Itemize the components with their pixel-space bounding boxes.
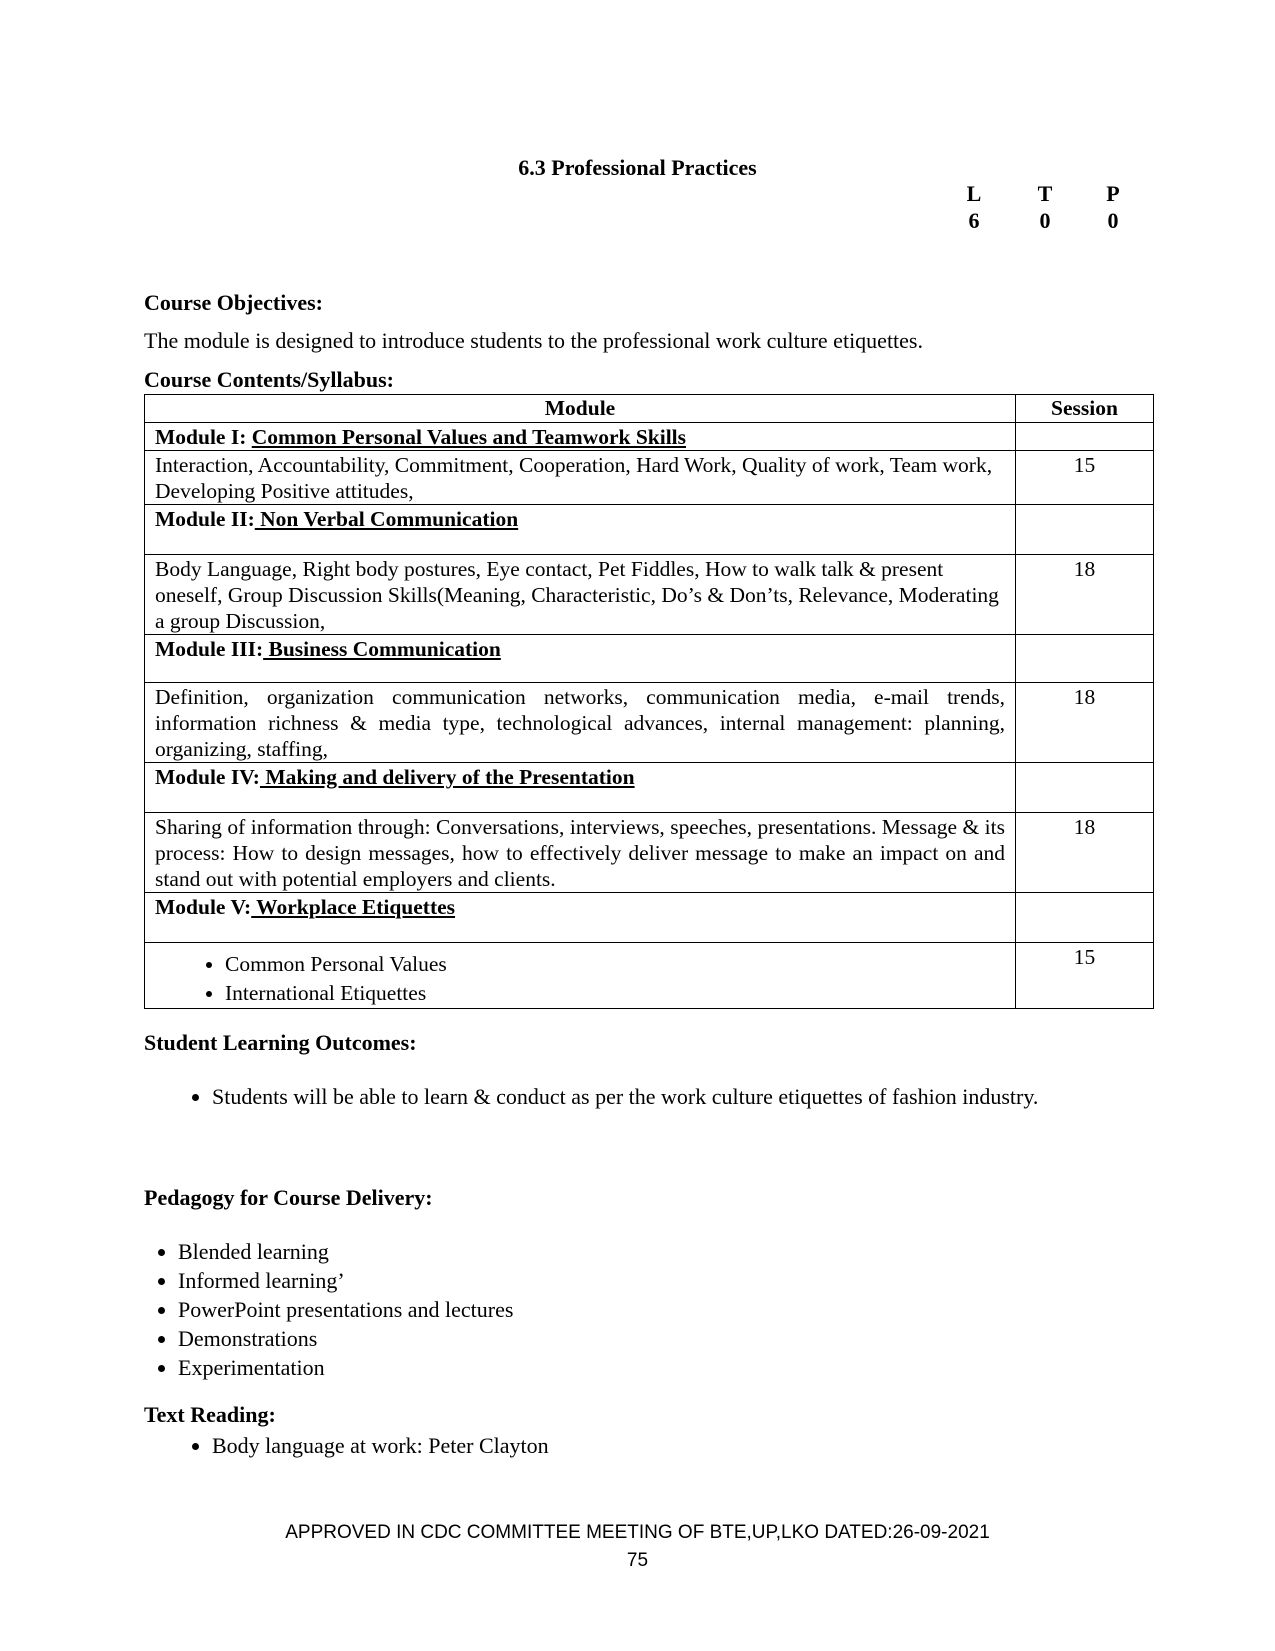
list-item: • Experimentation <box>178 1353 513 1382</box>
list-item: • Common Personal Values <box>225 950 1005 979</box>
list-item: • Demonstrations <box>178 1324 513 1353</box>
syllabus-header-row <box>145 395 1154 423</box>
empty-session-cell <box>1016 505 1154 555</box>
module-content: Interaction, Accountability, Commitment, Cooperation, Hard Work, Quality of work, Team work, Developing Positive attitudes, <box>145 451 1016 505</box>
module-heading-row <box>145 893 1154 943</box>
pedagogy-list <box>142 1237 513 1382</box>
empty-session-cell <box>1016 635 1154 683</box>
module-item-list <box>155 950 1005 1008</box>
module-name: Workplace Etiquettes <box>251 895 456 919</box>
module-name: Making and delivery of the Presentation <box>259 765 635 789</box>
approval-footer: APPROVED IN CDC COMMITTEE MEETING OF BTE,UP,LKO DATED:26-09-2021 <box>285 1522 990 1543</box>
pedagogy-heading: Pedagogy for Course Delivery: <box>144 1185 433 1210</box>
module-content: Sharing of information through: Conversations, interviews, speeches, presentations. Message & its process: How to design messages, how to effectively deliver message to make an impact on and stand out with potential employers and clients. <box>145 813 1016 893</box>
session-count: 18 <box>1016 813 1154 893</box>
module-content-row <box>145 683 1154 763</box>
module-prefix: Module II: <box>155 507 255 531</box>
empty-session-cell <box>1016 893 1154 943</box>
ltp-header-l: L <box>966 181 982 206</box>
reading-list <box>176 1431 549 1460</box>
column-header-module: Module <box>145 395 1016 423</box>
module-heading-row <box>145 505 1154 555</box>
module-title <box>145 635 1016 683</box>
reading-heading: Text Reading: <box>144 1402 276 1427</box>
session-count: 18 <box>1016 683 1154 763</box>
outcomes-list <box>176 1082 1038 1111</box>
module-name: Non Verbal Communication <box>254 507 519 531</box>
module-prefix: Module III: <box>155 637 264 661</box>
syllabus-heading: Course Contents/Syllabus: <box>144 367 394 392</box>
module-prefix: Module V: <box>155 895 252 919</box>
ltp-value-p: 0 <box>1107 208 1119 233</box>
objectives-heading: Course Objectives: <box>144 290 324 315</box>
ltp-header-t: T <box>1037 181 1053 206</box>
module-heading-row <box>145 635 1154 683</box>
list-item: • International Etiquettes <box>225 979 1005 1008</box>
syllabus-table <box>144 394 1154 1009</box>
module-title <box>145 893 1016 943</box>
list-item: • Body language at work: Peter Clayton <box>212 1431 549 1460</box>
page-number: 75 <box>626 1550 649 1571</box>
objectives-text: The module is designed to introduce students to the professional work culture etiquettes. <box>144 328 923 353</box>
module-name: Business Communication <box>263 637 501 661</box>
module-content-row <box>145 555 1154 635</box>
module-heading-row <box>145 763 1154 813</box>
list-item: • Informed learning’ <box>178 1266 513 1295</box>
empty-session-cell <box>1016 763 1154 813</box>
module-prefix: Module I: <box>155 425 252 449</box>
list-item: • Blended learning <box>178 1237 513 1266</box>
empty-session-cell <box>1016 423 1154 451</box>
module-content: Definition, organization communication networks, communication media, e-mail trends, information richness & media type, technological advances, internal management: planning, organizing, staffing, <box>145 683 1016 763</box>
module-content-row <box>145 813 1154 893</box>
ltp-header-p: P <box>1106 181 1120 206</box>
page-title: 6.3 Professional Practices <box>518 155 757 180</box>
list-item: • PowerPoint presentations and lectures <box>178 1295 513 1324</box>
module-title <box>145 423 1016 451</box>
session-count: 15 <box>1016 943 1154 1009</box>
ltp-value-l: 6 <box>968 208 980 233</box>
module-title <box>145 763 1016 813</box>
module-prefix: Module IV: <box>155 765 260 789</box>
session-count: 18 <box>1016 555 1154 635</box>
list-item: • Students will be able to learn & conduct as per the work culture etiquettes of fashion industry. <box>212 1082 1038 1111</box>
module-heading-row <box>145 423 1154 451</box>
module-title <box>145 505 1016 555</box>
module-name: Common Personal Values and Teamwork Skills <box>251 425 687 449</box>
module-content-row <box>145 943 1154 1009</box>
module-content <box>145 943 1016 1009</box>
outcomes-heading: Student Learning Outcomes: <box>144 1030 417 1055</box>
module-content-row <box>145 451 1154 505</box>
column-header-session: Session <box>1016 395 1154 423</box>
session-count: 15 <box>1016 451 1154 505</box>
ltp-value-t: 0 <box>1039 208 1051 233</box>
module-content: Body Language, Right body postures, Eye contact, Pet Fiddles, How to walk talk & present oneself, Group Discussion Skills(Meaning, Characteristic, Do’s & Don’ts, Relevance, Moderating a group Discussion, <box>145 555 1016 635</box>
